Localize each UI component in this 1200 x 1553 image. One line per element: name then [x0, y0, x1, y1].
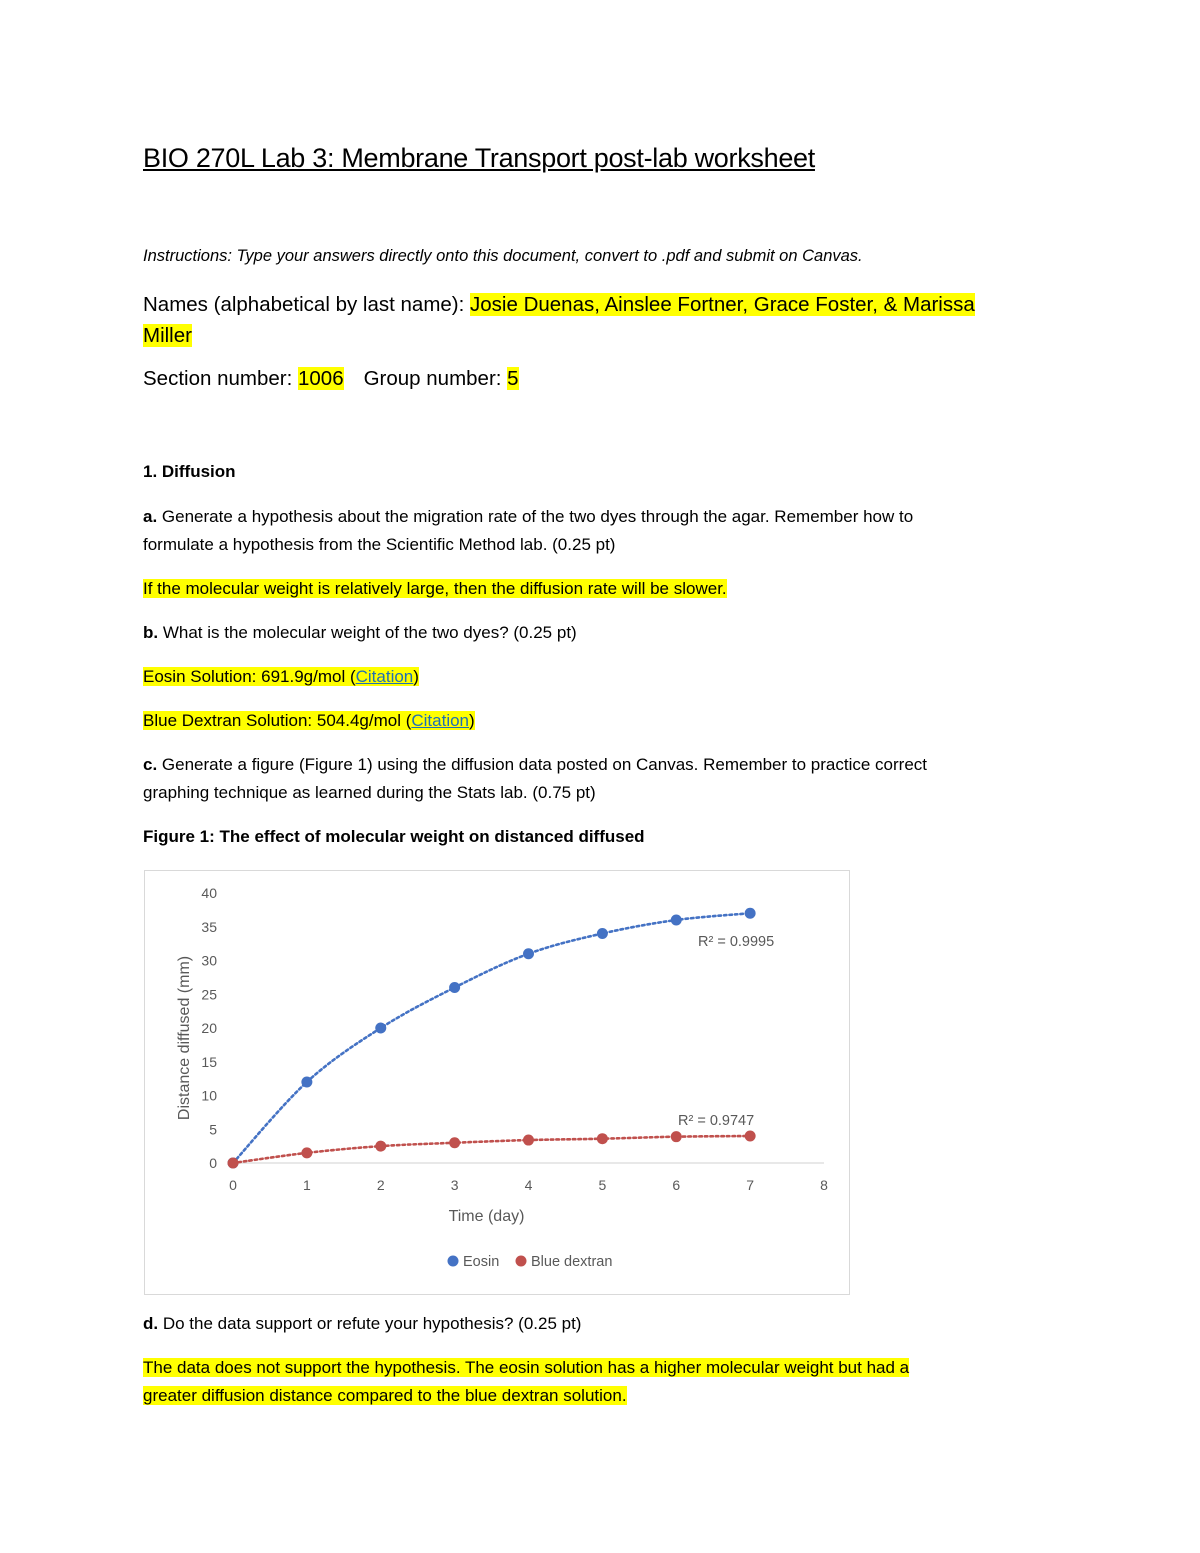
page-title: BIO 270L Lab 3: Membrane Transport post-lab worksheet [143, 143, 815, 173]
citation-link-dextran[interactable]: Citation [411, 711, 470, 730]
chart-svg [145, 871, 851, 1296]
answer-b-eosin: Eosin Solution: 691.9g/mol (Citation) [143, 667, 419, 686]
names-value-cont: Miller [143, 324, 192, 347]
blue-dextran-point-5 [597, 1133, 608, 1144]
answer-d-text-cont: greater diffusion distance compared to the blue dextran solution. [143, 1386, 627, 1405]
y-tick-label: 15 [201, 1053, 217, 1070]
legend-label-eosin: Eosin [463, 1254, 500, 1270]
question-b-letter: b. [143, 623, 159, 642]
eosin-point-2 [375, 1023, 386, 1034]
x-tick-label: 1 [302, 1177, 311, 1193]
question-d-letter: d. [143, 1314, 159, 1333]
question-d-text: Do the data support or refute your hypothesis? (0.25 pt) [158, 1314, 582, 1333]
y-tick-label: 40 [201, 885, 217, 901]
y-tick-label: 20 [201, 1020, 217, 1036]
legend-marker-eosin [448, 1256, 459, 1267]
y-tick-label: 0 [209, 1155, 217, 1171]
answer-d-text: The data does not support the hypothesis. The eosin solution has a higher molecular weight but had a [143, 1358, 910, 1377]
question-a [143, 503, 1073, 559]
group-value: 5 [507, 367, 519, 390]
y-tick-label: 10 [201, 1087, 217, 1104]
eosin-point-6 [671, 915, 682, 926]
blue-dextran-point-4 [523, 1135, 534, 1146]
question-a-text: Generate a hypothesis about the migration rate of the two dyes through the agar. Remember how to [157, 507, 914, 526]
question-c-text: Generate a figure (Figure 1) using the diffusion data posted on Canvas. Remember to practice correct [157, 755, 928, 774]
eosin-point-5 [597, 928, 608, 939]
names-label: Names (alphabetical by last name): [143, 293, 471, 316]
blue-dextran-point-0 [228, 1158, 239, 1169]
eosin-point-7 [745, 908, 756, 919]
y-tick-label: 25 [201, 986, 217, 1003]
figure-1-chart [144, 870, 850, 1295]
names-value: Josie Duenas, Ainslee Fortner, Grace Foster, & Marissa [470, 293, 975, 316]
section-group-line [143, 367, 1073, 391]
question-b [143, 619, 1073, 647]
question-a-text-cont: formulate a hypothesis from the Scientific Method lab. (0.25 pt) [143, 535, 616, 554]
eosin-point-3 [449, 982, 460, 993]
section-heading-diffusion: 1. Diffusion [143, 462, 236, 481]
x-tick-label: 5 [598, 1177, 607, 1193]
x-tick-label: 8 [820, 1177, 828, 1193]
names-line [143, 289, 1073, 351]
question-c [143, 751, 1073, 807]
y-tick-label: 35 [201, 918, 217, 935]
legend-marker-blue-dextran [516, 1256, 527, 1267]
question-b-text: What is the molecular weight of the two dyes? (0.25 pt) [158, 623, 577, 642]
eosin-r2-label: R² = 0.9995 [698, 934, 775, 950]
blue-dextran-point-6 [671, 1131, 682, 1142]
eosin-trendline [233, 913, 750, 1163]
x-tick-label: 6 [672, 1177, 681, 1193]
x-tick-label: 3 [450, 1177, 459, 1193]
x-tick-label: 4 [524, 1177, 533, 1193]
question-d [143, 1310, 1073, 1338]
section-value: 1006 [297, 367, 344, 390]
x-tick-label: 2 [376, 1177, 385, 1193]
blue-dextran-point-7 [745, 1131, 756, 1142]
blue-dextran-point-3 [449, 1137, 460, 1148]
answer-b-dextran: Blue Dextran Solution: 504.4g/mol (Citation) [143, 711, 475, 730]
y-tick-label: 30 [201, 952, 217, 969]
blue-dextran-point-2 [375, 1141, 386, 1152]
blue-dextran-point-1 [301, 1147, 312, 1158]
figure-caption: Figure 1: The effect of molecular weight on distanced diffused [143, 827, 645, 846]
citation-link-eosin[interactable]: Citation [355, 667, 414, 686]
question-a-letter: a. [143, 507, 158, 526]
x-tick-label: 7 [746, 1177, 755, 1193]
x-axis-title: Time (day) [448, 1208, 525, 1225]
question-c-letter: c. [143, 755, 158, 774]
group-label: Group number: [363, 367, 508, 390]
instructions: Instructions: Type your answers directly onto this document, convert to .pdf and submit on Canvas. [143, 247, 863, 265]
eosin-point-4 [523, 948, 534, 959]
question-c-text-cont: graphing technique as learned during the Stats lab. (0.75 pt) [143, 783, 596, 802]
legend-label-blue-dextran: Blue dextran [531, 1254, 613, 1270]
x-tick-label: 0 [229, 1177, 237, 1193]
answer-d [143, 1354, 1073, 1410]
section-label: Section number: [143, 367, 298, 390]
answer-a: If the molecular weight is relatively large, then the diffusion rate will be slower. [143, 579, 727, 598]
blue-dextran-r2-label: R² = 0.9747 [678, 1113, 755, 1129]
y-tick-label: 5 [209, 1121, 217, 1138]
eosin-point-1 [301, 1077, 312, 1088]
y-axis-title: Distance diffused (mm) [176, 955, 193, 1121]
